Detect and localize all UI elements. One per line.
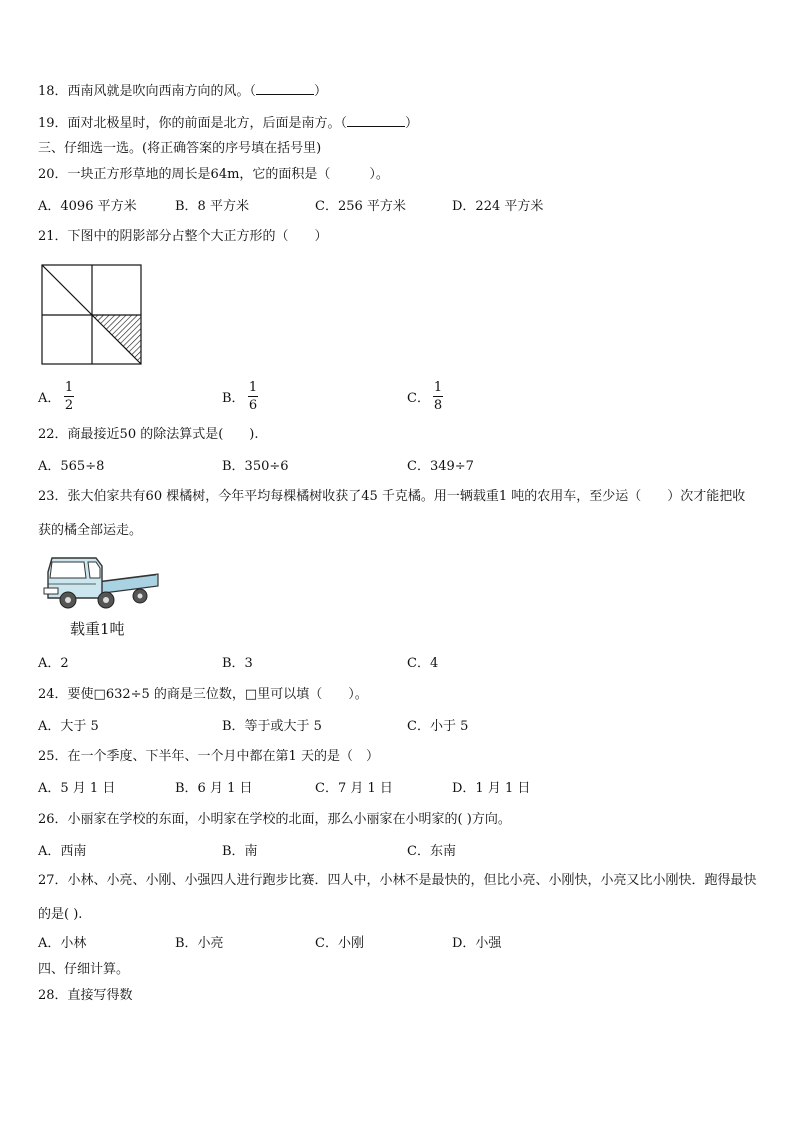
option-b-letter[interactable]: B． — [222, 391, 245, 406]
option-d[interactable]: D．小强 — [452, 936, 502, 951]
square-shading-figure — [41, 264, 143, 366]
option-c[interactable]: C．东南 — [407, 844, 456, 859]
option-a[interactable]: A．小林 — [38, 936, 87, 951]
option-a-letter[interactable]: A． — [38, 391, 61, 406]
option-c-fraction: 1 8 — [433, 380, 443, 413]
option-c[interactable]: C．4 — [407, 656, 439, 671]
option-c-letter[interactable]: C． — [407, 391, 430, 406]
section-4-heading: 四、仔细计算。 — [38, 962, 130, 977]
question-26-text: 26．小丽家在学校的东面，小明家在学校的北面，那么小丽家在小明家的( )方向。 — [38, 812, 511, 827]
question-24-options — [38, 718, 758, 738]
option-b[interactable]: B．等于或大于 5 — [222, 719, 322, 734]
question-25-text: 25．在一个季度、下半年、一个月中都在第1 天的是（ ） — [38, 749, 379, 764]
question-25-options — [38, 780, 758, 800]
question-20-text: 20．一块正方形草地的周长是64m，它的面积是（ ）。 — [38, 167, 389, 182]
option-a[interactable]: A．大于 5 — [38, 719, 99, 734]
question-22-text: 22．商最接近50 的除法算式是( ). — [38, 427, 259, 442]
option-b[interactable]: B．南 — [222, 844, 258, 859]
option-a[interactable]: A．5 月 1 日 — [38, 781, 116, 796]
option-c[interactable]: C．小刚 — [315, 936, 364, 951]
option-c[interactable]: C．349÷7 — [407, 459, 474, 474]
question-20-options — [38, 198, 758, 218]
truck-icon — [40, 552, 164, 614]
option-c[interactable]: C．小于 5 — [407, 719, 469, 734]
question-19: 19．面对北极星时，你的前面是北方，后面是南方。（ ） — [38, 116, 419, 131]
question-24-text: 24．要使□632÷5 的商是三位数，□里可以填（ ）。 — [38, 687, 368, 702]
question-27-text: 27．小林、小亮、小刚、小强四人进行跑步比赛．四人中，小林不是最快的，但比小亮、小刚快，小亮又比小刚快．跑得最快的是( ). — [38, 873, 757, 922]
option-a-fraction: 1 2 — [64, 380, 74, 413]
option-d[interactable]: D．224 平方米 — [452, 199, 544, 214]
option-b[interactable]: B．6 月 1 日 — [175, 781, 253, 796]
question-21-text: 21．下图中的阴影部分占整个大正方形的（ ） — [38, 229, 328, 244]
section-3-heading: 三、仔细选一选。(将正确答案的序号填在括号里) — [38, 141, 322, 156]
option-a[interactable]: A．西南 — [38, 844, 87, 859]
question-27-options — [38, 935, 758, 955]
option-c[interactable]: C．256 平方米 — [315, 199, 406, 214]
truck-caption: 载重1吨 — [70, 620, 125, 638]
option-b[interactable]: B．8 平方米 — [175, 199, 249, 214]
option-a[interactable]: A．565÷8 — [38, 459, 105, 474]
option-b[interactable]: B．3 — [222, 656, 253, 671]
question-18-text: 18．西南风就是吹向西南方向的风。（ — [38, 84, 257, 99]
question-26-options — [38, 843, 758, 863]
answer-blank[interactable] — [256, 82, 314, 95]
option-b-fraction: 1 6 — [248, 380, 258, 413]
question-18: 18．西南风就是吹向西南方向的风。（ ） — [38, 84, 328, 99]
answer-blank[interactable] — [347, 114, 405, 127]
question-22-options — [38, 458, 758, 478]
question-23-text: 23．张大伯家共有60 棵橘树，今年平均每棵橘树收获了45 千克橘。用一辆载重1 吨的农用车，至少运（ ）次才能把收获的橘全部运走。 — [38, 489, 746, 538]
option-b[interactable]: B．小亮 — [175, 936, 224, 951]
option-c[interactable]: C．7 月 1 日 — [315, 781, 393, 796]
option-b[interactable]: B．350÷6 — [222, 459, 289, 474]
option-a[interactable]: A．4096 平方米 — [38, 199, 137, 214]
question-28-text: 28．直接写得数 — [38, 988, 133, 1003]
question-23-options — [38, 655, 758, 675]
option-d[interactable]: D．1 月 1 日 — [452, 781, 531, 796]
question-19-text: 19．面对北极星时，你的前面是北方，后面是南方。（ — [38, 116, 348, 131]
option-a[interactable]: A．2 — [38, 656, 69, 671]
